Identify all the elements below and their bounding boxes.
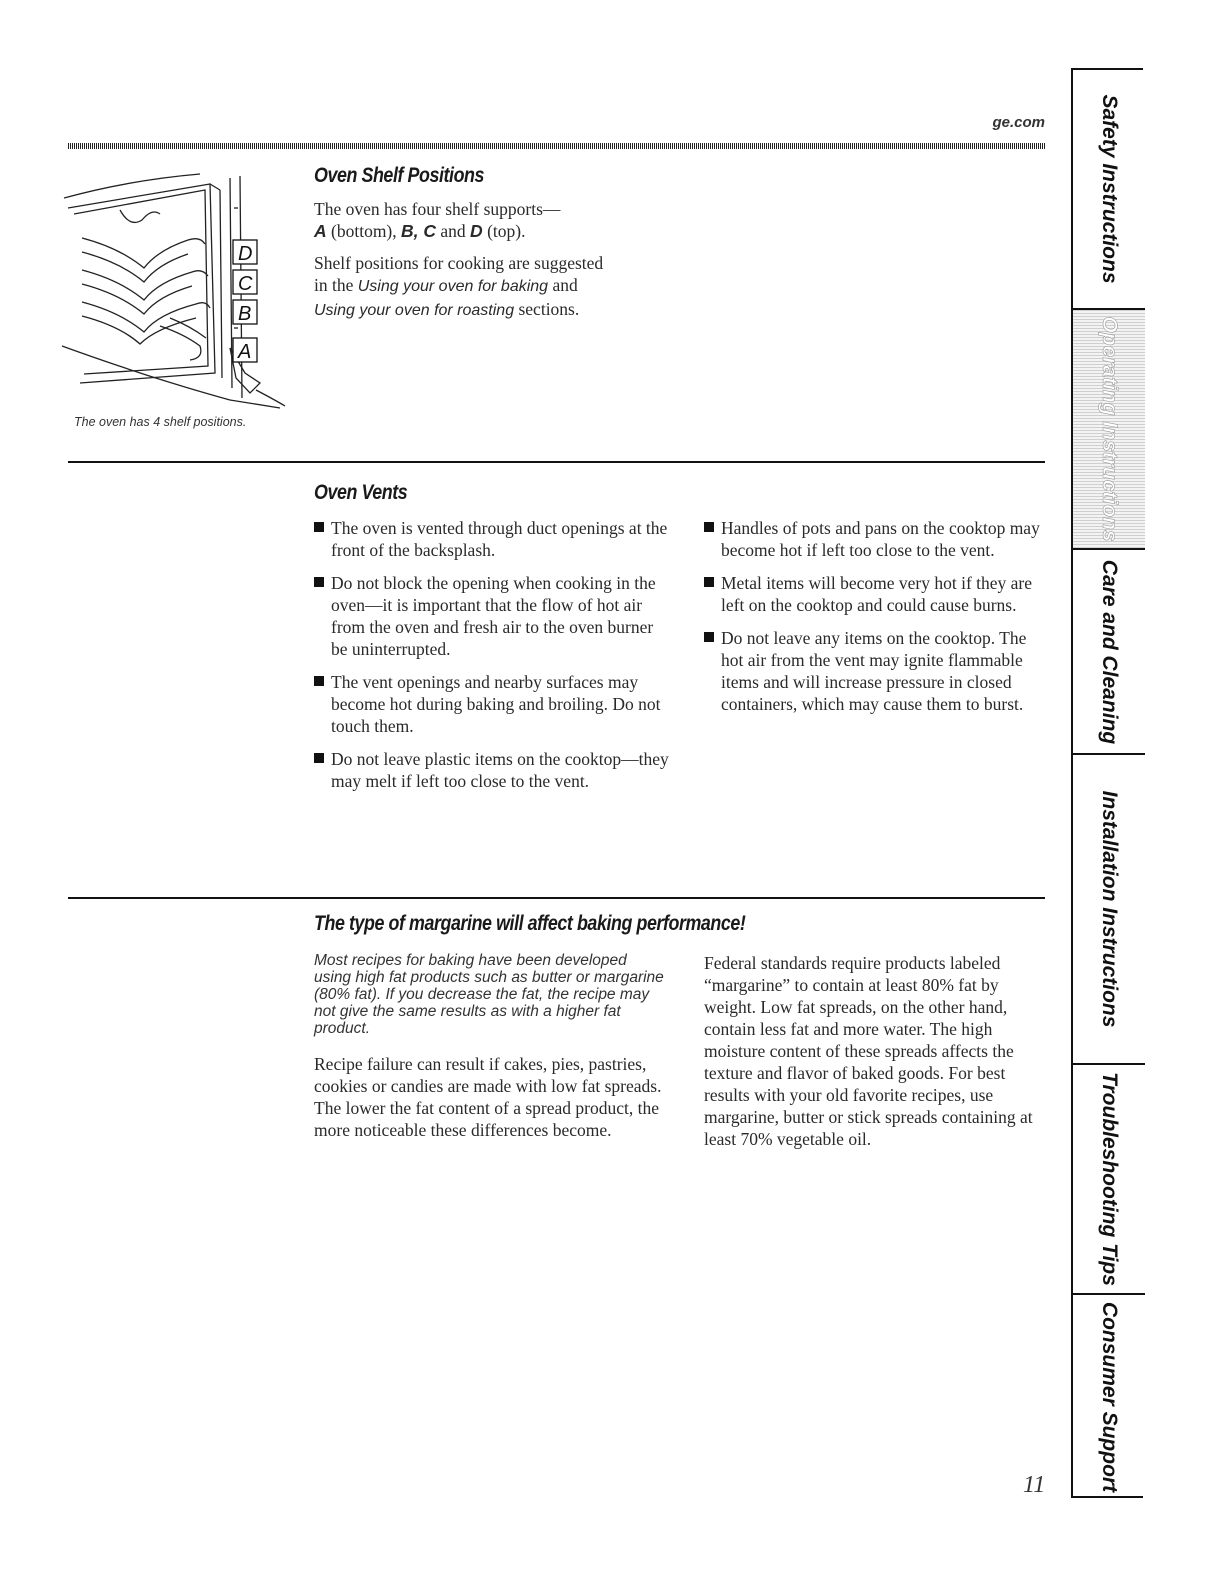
shelf-label-a: A	[238, 341, 252, 363]
tab-label: Installation Instructions	[1098, 790, 1121, 1028]
list-item: Do not leave plastic items on the cooktop—they may melt if left too close to the vent.	[314, 748, 674, 792]
margarine-intro: Most recipes for baking have been developed using high fat products such as butter or margarine (80% fat). If you decrease the fat, the recipe may not give the same results as with a higher fat product.	[314, 952, 664, 1037]
margarine-right-paragraph: Federal standards require products labeled “margarine” to contain at least 80% fat by weight. Low fat spreads, on the other hand, contain less fat and more water. The high moisture content of these spreads affects the texture and flavor of baked goods. For best results with your old favorite recipes, use margarine, butter or stick spreads containing at least 70% vegetable oil.	[704, 953, 1033, 1149]
site-url: ge.com	[992, 114, 1045, 131]
header-dotted-rule	[68, 143, 1045, 149]
shelf-letter-bc: B, C	[401, 221, 437, 241]
shelf-positions-text	[314, 198, 734, 332]
tab-safety-instructions[interactable]	[1073, 70, 1145, 310]
shelf-in-the: in the	[314, 275, 358, 295]
section-divider-2	[68, 897, 1045, 899]
tab-label: Operating Instructions	[1098, 316, 1121, 542]
link-roasting-section[interactable]: Using your oven for roasting	[314, 302, 515, 319]
list-item: Metal items will become very hot if they are left on the cooktop and could cause burns.	[704, 572, 1044, 616]
link-baking-section[interactable]: Using your oven for baking	[357, 278, 549, 295]
vents-right-list	[704, 517, 1044, 726]
list-item: Do not block the opening when cooking in the oven—it is important that the flow of hot air from the oven and fresh air to the oven burner be uninterrupted.	[314, 572, 674, 660]
oven-vents-heading: Oven Vents	[314, 481, 408, 504]
section-divider-1	[68, 461, 1045, 463]
shelf-positions-heading: Oven Shelf Positions	[314, 164, 485, 187]
list-item: The oven is vented through duct openings at the front of the backsplash.	[314, 517, 674, 561]
shelf-label-d: D	[238, 243, 253, 265]
tab-installation-instructions[interactable]	[1073, 755, 1145, 1065]
tab-label: Safety Instructions	[1098, 94, 1121, 284]
shelf-label-b: B	[238, 303, 252, 325]
shelf-text-bottom: (bottom),	[326, 221, 402, 241]
tab-label: Care and Cleaning	[1098, 559, 1121, 744]
shelf-letter-d: D	[470, 221, 483, 241]
list-item: Handles of pots and pans on the cooktop may become hot if left too close to the vent.	[704, 517, 1044, 561]
shelf-suggest-text: Shelf positions for cooking are suggested	[314, 253, 604, 273]
oven-shelf-diagram	[60, 168, 290, 413]
shelf-sections: sections.	[514, 299, 580, 319]
page-number: 11	[1023, 1472, 1046, 1498]
margarine-left-column	[314, 952, 664, 1141]
shelf-and: and	[548, 275, 578, 295]
tab-care-and-cleaning[interactable]	[1073, 550, 1145, 755]
shelf-label-c: C	[238, 273, 253, 295]
list-item: Do not leave any items on the cooktop. The hot air from the vent may ignite flammable items and will increase pressure in closed containers, which may cause them to burst.	[704, 627, 1044, 715]
shelf-text-and: and	[436, 221, 471, 241]
margarine-left-paragraph: Recipe failure can result if cakes, pies, pastries, cookies or candies are made with low fat spreads. The lower the fat content of a spread product, the more noticeable these differences become.	[314, 1054, 662, 1140]
shelf-text-top: (top).	[482, 221, 526, 241]
margarine-heading: The type of margarine will affect baking performance!	[314, 912, 746, 935]
tab-consumer-support[interactable]	[1073, 1295, 1145, 1498]
shelf-text-line1: The oven has four shelf supports—	[314, 199, 561, 219]
tab-label: Troubleshooting Tips	[1098, 1072, 1121, 1286]
tab-label: Consumer Support	[1098, 1301, 1121, 1492]
vents-left-list	[314, 517, 674, 803]
shelf-letter-a: A	[314, 221, 327, 241]
section-tabs-sidebar	[1071, 68, 1143, 1498]
diagram-caption: The oven has 4 shelf positions.	[74, 415, 247, 429]
tab-operating-instructions[interactable]	[1073, 310, 1145, 550]
list-item: The vent openings and nearby surfaces may become hot during baking and broiling. Do not touch them.	[314, 671, 674, 737]
tab-troubleshooting-tips[interactable]	[1073, 1065, 1145, 1295]
